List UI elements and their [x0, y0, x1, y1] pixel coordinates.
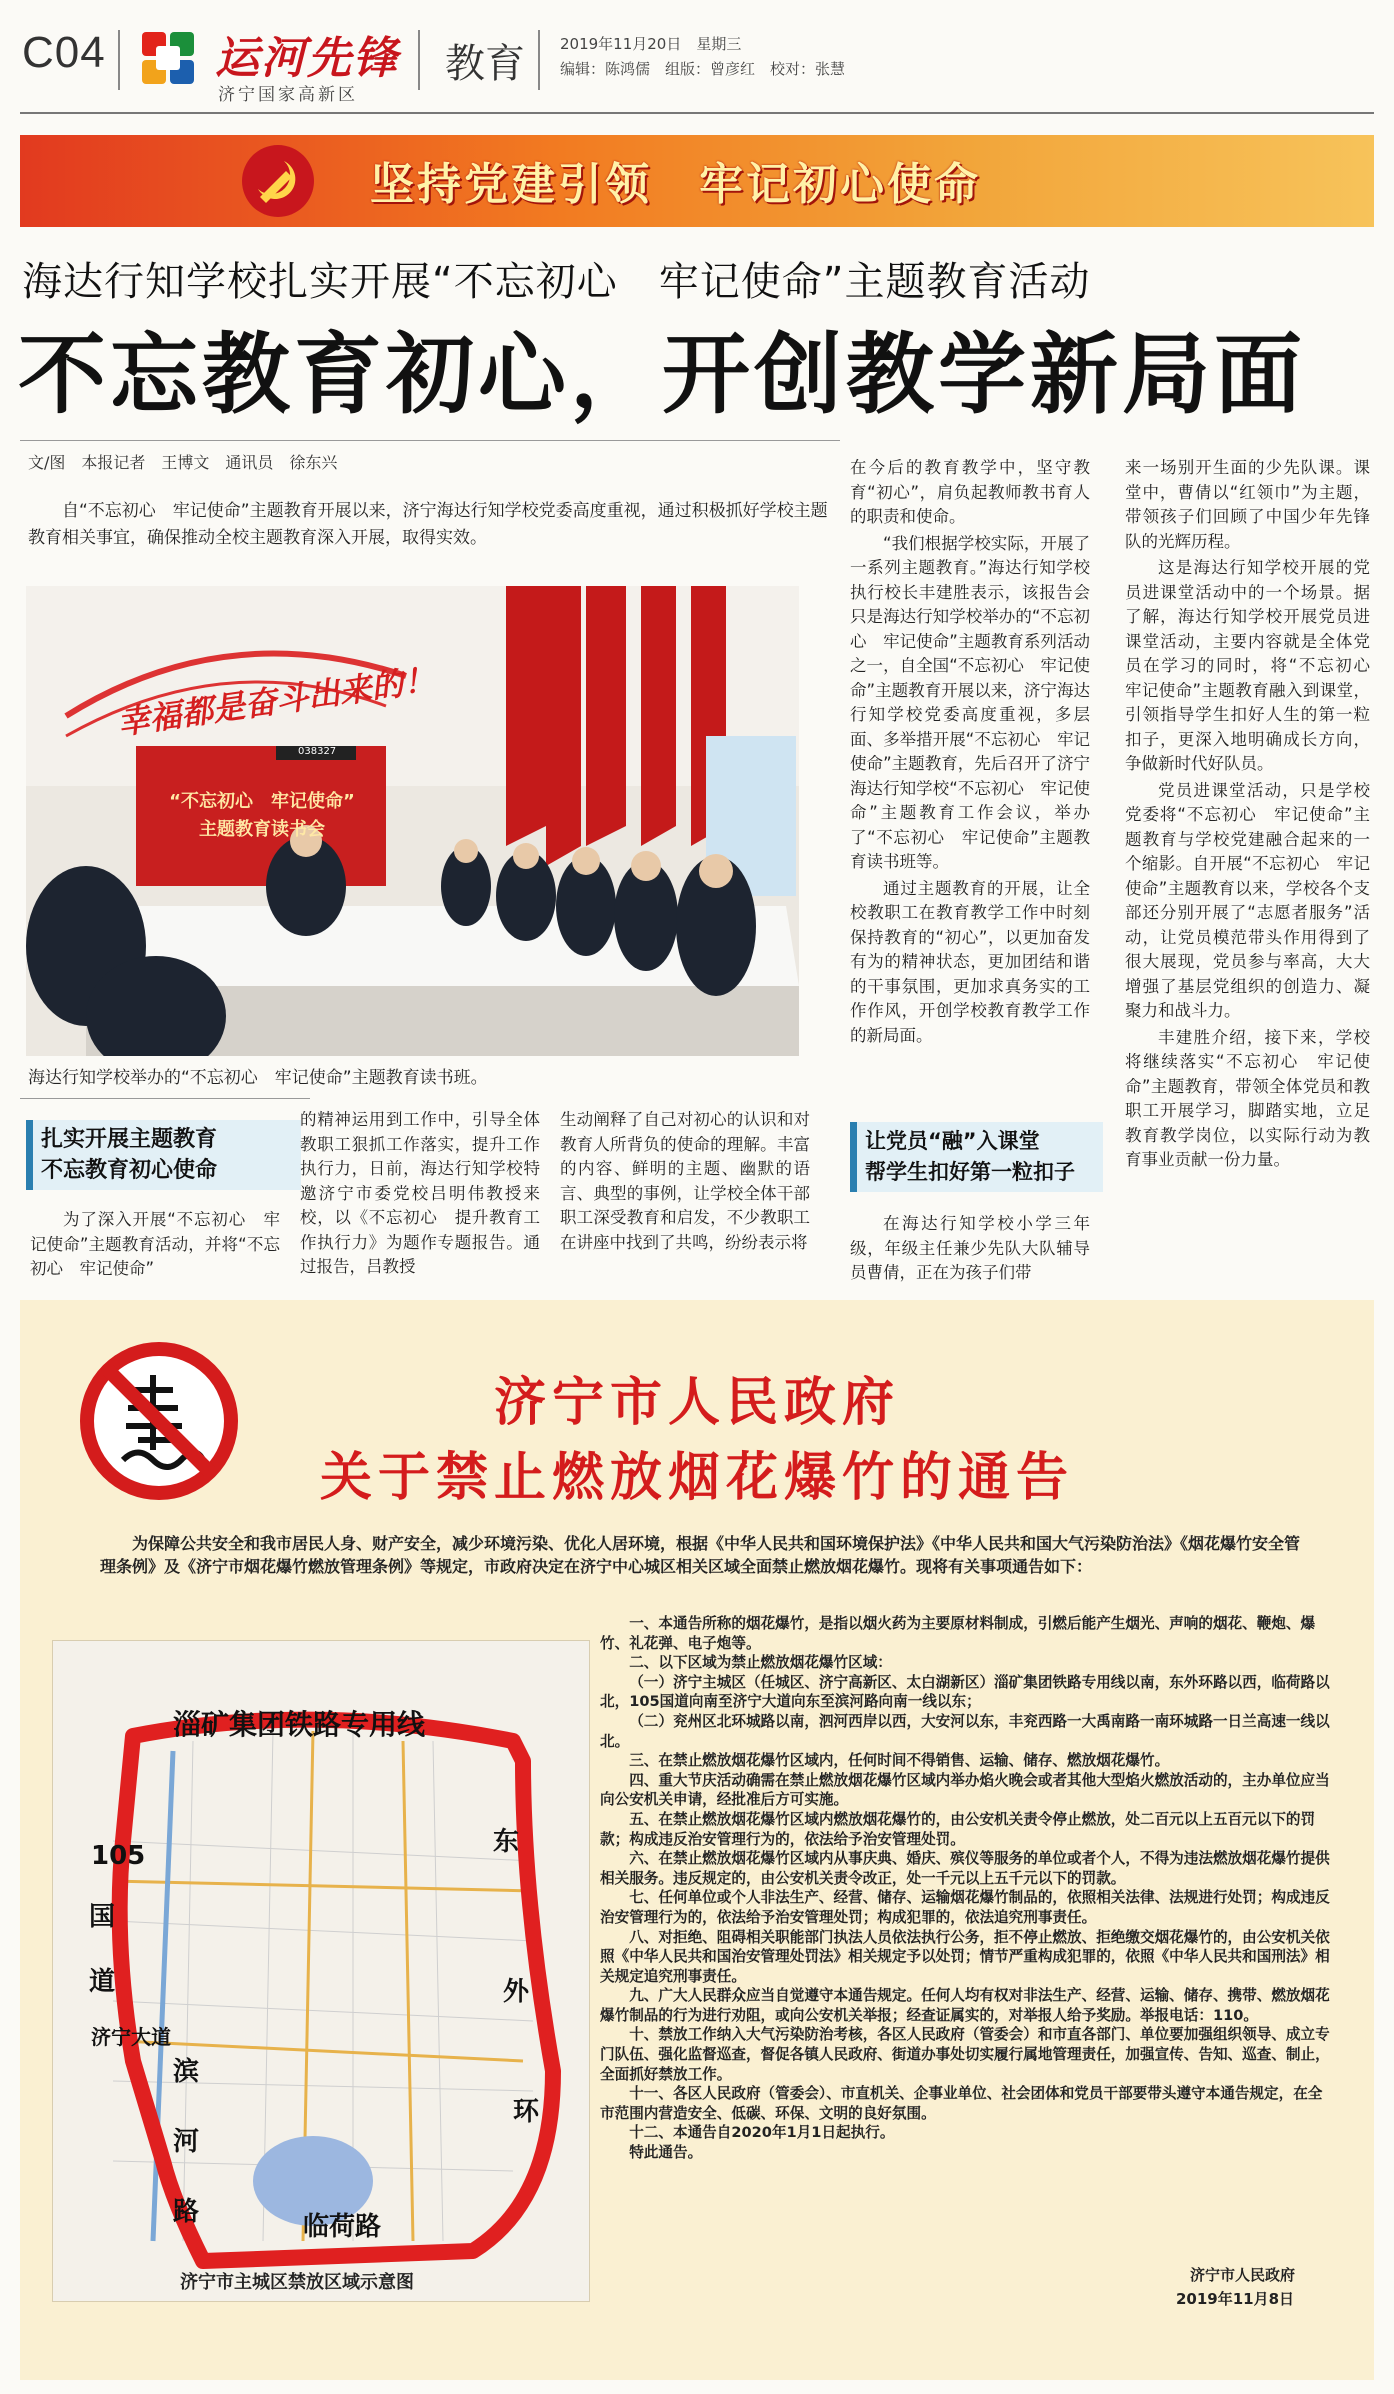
photo-slogan: 幸福都是奋斗出来的！	[115, 659, 438, 743]
photo-screen-line: 主题教育读书会	[199, 819, 325, 840]
paper-logo-icon	[140, 30, 196, 86]
article-headline: 不忘教育初心，开创教学新局面	[18, 323, 1307, 426]
map-label-east: 东	[493, 1827, 520, 1857]
article-paragraph: 为了深入开展“不忘初心 牢记使命”主题教育活动，并将“不忘初心 牢记使命”	[30, 1210, 280, 1278]
header-divider	[418, 30, 420, 90]
notice-item: 二、以下区域为禁止燃放烟花爆竹区域：	[629, 1654, 892, 1672]
article-photo	[26, 586, 799, 1056]
article-paragraph: 在今后的教育教学中，坚守教育“初心”，肩负起教师教书育人的职责和使命。	[850, 458, 1090, 526]
notice-items	[600, 1614, 1335, 2163]
notice-item: 十二、本通告自2020年1月1日起执行。	[629, 2124, 895, 2142]
article-paragraph: 丰建胜介绍，接下来，学校将继续落实“不忘初心 牢记使命”主题教育，带领全体党员和教职工开展学习，脚踏实地，立足教育教学岗位，以实际行动为教育事业贡献一份力量。	[1125, 1027, 1370, 1169]
photo-screen-number: 038327	[298, 746, 337, 757]
subhead-party-members: 让党员“融”入课堂 帮学生扣好第一粒扣子	[850, 1122, 1103, 1192]
article-paragraph: 的精神运用到工作中，引导全体教职工狠抓工作落实，提升工作执行力，日前，海达行知学校特邀济宁市委党校吕明伟教授来校，以《不忘初心 提升教育工作执行力》为题作专题报告。通过报告，吕教授	[300, 1110, 540, 1276]
notice-item: 九、广大人民群众应当自觉遵守本通告规定。任何人均有权对非法生产、经营、运输、储存、携带、燃放烟花爆竹制品的行为进行劝阻，或向公安机关举报；经查证属实的，对举报人给予奖励。举报电话：110。	[600, 1987, 1330, 2024]
paper-name: 运河先锋	[215, 33, 399, 84]
notice-date: 2019年11月8日	[1176, 2290, 1295, 2308]
article-column	[850, 1212, 1090, 1288]
article-paragraph: 通过主题教育的开展，让全校教职工在教育教学工作中时刻保持教育的“初心”，以更加奋发有为的精神状态，更加团结和谐的干事氛围，更加求真务实的工作作风，开创学校教育教学工作的新局面。	[850, 878, 1090, 1045]
article-paragraph: 生动阐释了自己对初心的认识和对教育人所背负的使命的理解。丰富的内容、鲜明的主题、幽默的语言、典型的事例，让学校全体干部职工深受教育和启发，不少教职工在讲座中找到了共鸣，纷纷表示将	[560, 1110, 810, 1252]
map-label-binhe: 河	[173, 2127, 200, 2157]
map-label-105: 105	[91, 1841, 146, 1871]
header-divider	[118, 30, 120, 90]
article-column	[30, 1208, 280, 1284]
notice-item: 十一、各区人民政府（管委会）、市直机关、企事业单位、社会团体和党员干部要带头遵守本通告规定，在全市范围内营造安全、低碳、环保、文明的良好氛围。	[600, 2085, 1323, 2122]
page-number: C04	[22, 28, 106, 77]
map-label-west: 道	[89, 1967, 116, 1997]
notice-item: 六、在禁止燃放烟花爆竹区域内从事庆典、婚庆、殡仪等服务的单位或者个人，不得为违法燃放烟花爆竹提供相关服务。违反规定的，由公安机关责令改正，处一千元以上五千元以下的罚款。	[600, 1850, 1330, 1887]
article-intro: 自“不忘初心 牢记使命”主题教育开展以来，济宁海达行知学校党委高度重视，通过积极抓好学校主题教育相关事宜，确保推动全校主题教育深入开展，取得实效。	[28, 501, 828, 548]
paper-subtitle: 济宁国家高新区	[218, 85, 358, 105]
notice-item: 五、在禁止燃放烟花爆竹区域内燃放烟花爆竹的，由公安机关责令停止燃放，处二百元以上五百元以下的罚款；构成违反治安管理行为的，依法给予治安管理处罚。	[600, 1810, 1316, 1848]
article-column	[300, 1108, 540, 1282]
column-rule	[20, 1098, 310, 1099]
map-label-north: 淄矿集团铁路专用线	[173, 1708, 426, 1741]
article-paragraph: 党员进课堂活动，只是学校党委将“不忘初心 牢记使命”主题教育与学校党建融合起来的一个缩影。自开展“不忘初心 牢记使命”主题教育以来，学校各个支部还分别开展了“志愿者服务”活动，让党员模范带头作用得到了很大展现，党员参与率高，大大增强了基层党组织的创造力、凝聚力和战斗力。	[1125, 780, 1370, 1020]
headline-rule	[20, 440, 840, 441]
ban-area-map	[52, 1640, 590, 2302]
header-rule	[20, 112, 1374, 114]
map-label-west: 国	[89, 1902, 116, 1932]
notice-item: 十、禁放工作纳入大气污染防治考核，各区人民政府（管委会）和市直各部门、单位要加强组织领导、成立专门队伍、强化监督巡查，督促各镇人民政府、街道办事处切实履行属地管理责任，加强宣传、告知、巡查、制止，全面抓好禁放工作。	[600, 2026, 1330, 2083]
article-paragraph: “我们根据学校实际，开展了一系列主题教育。”海达行知学校执行校长丰建胜表示，该报告会只是海达行知学校举办的“不忘初心 牢记使命”主题教育系列活动之一，自全国“不忘初心 牢记使命”主题教育开展以来，济宁海达行知学校党委高度重视，多层面、多举措开展“不忘初心 牢记使命”主题教育，先后召开了济宁海达行知学校“不忘初心 牢记使命”主题教育工作会议，举办了“不忘初心 牢记使命”主题教育读书班等。	[850, 533, 1090, 871]
map-label-east: 外	[503, 1977, 530, 2007]
notice-item: 特此通告。	[629, 2144, 703, 2162]
article-paragraph: 在海达行知学校小学三年级，年级主任兼少先队大队辅导员曹倩，正在为孩子们带	[850, 1214, 1090, 1282]
party-emblem-icon	[240, 143, 316, 219]
notice-item: 三、在禁止燃放烟花爆竹区域内，任何时间不得销售、运输、储存、燃放烟花爆竹。	[629, 1752, 1170, 1770]
article-column	[560, 1108, 810, 1257]
photo-screen-line: “不忘初心 牢记使命”	[169, 791, 355, 812]
banner-title: 坚持党建引领 牢记初心使命	[370, 159, 981, 210]
map-label-binhe: 滨	[173, 2057, 200, 2087]
notice-item: 四、重大节庆活动确需在禁止燃放烟花爆竹区域内举办焰火晚会或者其他大型焰火燃放活动的，主办单位应当向公安机关申请，经批准后方可实施。	[600, 1771, 1330, 1809]
photo-screen-text	[142, 788, 382, 844]
subhead-main-education: 扎实开展主题教育 不忘教育初心使命	[26, 1120, 301, 1190]
notice-signature: 济宁市人民政府	[1190, 2266, 1296, 2284]
section-name: 教育	[445, 41, 525, 87]
header-divider	[538, 30, 540, 90]
notice-intro: 为保障公共安全和我市居民人身、财产安全，减少环境污染、优化人居环境，根据《中华人民共和国环境保护法》《中华人民共和国大气污染防治法》《烟花爆竹安全管理条例》及《济宁市烟花爆竹燃放管理条例》等规定，市政府决定在济宁中心城区相关区域全面禁止燃放烟花爆竹。现将有关事项通告如下：	[100, 1534, 1301, 1576]
notice-item: （二）兖州区北环城路以南，泗河西岸以西，大安河以东，丰兖西路一大禹南路一南环城路一日兰高速一线以北。	[600, 1712, 1330, 1750]
map-caption: 济宁市主城区禁放区域示意图	[180, 2272, 414, 2293]
date-info	[560, 32, 845, 82]
article-paragraph: 来一场别开生面的少先队课。课堂中，曹倩以“红领巾”为主题，带领孩子们回顾了中国少年先锋队的光辉历程。	[1125, 458, 1370, 551]
map-label-jining-avenue: 济宁大道	[91, 2025, 171, 2049]
notice-title: 济宁市人民政府	[493, 1372, 900, 1433]
article-column	[1125, 456, 1387, 1175]
notice-item: 八、对拒绝、阻碍相关职能部门执法人员依法执行公务，拒不停止燃放、拒绝缴交烟花爆竹的，由公安机关依照《中华人民共和国治安管理处罚法》相关规定予以处罚；情节严重构成犯罪的，依照《中华人民共和国刑法》相关规定追究刑事责任。	[600, 1928, 1330, 1985]
notice-title: 关于禁止燃放烟花爆竹的通告	[319, 1447, 1074, 1508]
notice-item: （一）济宁主城区（任城区、济宁高新区、太白湖新区）淄矿集团铁路专用线以南，东外环路以西，临荷路以北，105国道向南至济宁大道向东至滨河路向南一线以东；	[600, 1673, 1330, 1711]
map-label-binhe: 路	[173, 2197, 200, 2227]
notice-item: 七、任何单位或个人非法生产、经营、储存、运输烟花爆竹制品的，依照相关法律、法规进行处罚；构成违反治安管理行为的，依法给予治安管理处罚；构成犯罪的，依法追究刑事责任。	[600, 1889, 1330, 1926]
notice-item: 一、本通告所称的烟花爆竹，是指以烟火药为主要原材料制成，引燃后能产生烟光、声响的烟花、鞭炮、爆竹、礼花弹、电子炮等。	[600, 1615, 1316, 1652]
article-paragraph: 这是海达行知学校开展的党员进课堂活动中的一个场景。据了解，海达行知学校开展党员进课堂活动，主要内容就是全体党员在学习的同时，将“不忘初心 牢记使命”主题教育融入到课堂，引领指导学生扣好人生的第一粒扣子，更深入地明确成长方向，争做新时代好队员。	[1125, 558, 1387, 773]
article-kicker: 海达行知学校扎实开展“不忘初心 牢记使命”主题教育活动	[22, 259, 1091, 305]
editors-line: 编辑：陈鸿儒 组版：曾彦红 校对：张慧	[560, 60, 846, 78]
map-label-east: 环	[513, 2097, 540, 2127]
map-label-south: 临荷路	[303, 2212, 382, 2242]
article-column	[850, 456, 1090, 1050]
photo-caption: 海达行知学校举办的“不忘初心 牢记使命”主题教育读书班。	[28, 1068, 488, 1088]
issue-date: 2019年11月20日 星期三	[560, 35, 742, 53]
article-byline: 文/图 本报记者 王博文 通讯员 徐东兴	[28, 453, 338, 472]
